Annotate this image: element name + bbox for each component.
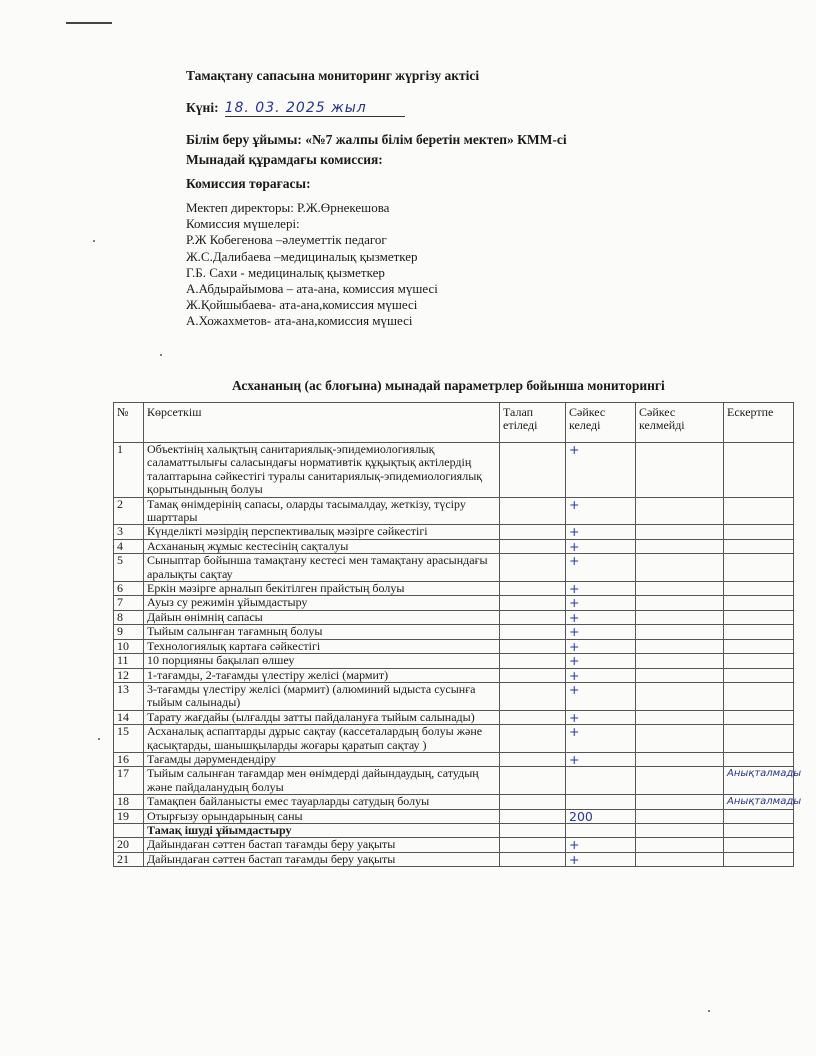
row-note — [724, 752, 794, 766]
scan-speck — [93, 240, 95, 242]
row-number: 15 — [114, 725, 144, 753]
header-indicator: Көрсеткіш — [144, 403, 500, 443]
row-match-mark: + — [566, 682, 636, 710]
row-number: 16 — [114, 752, 144, 766]
row-match-mark: + — [566, 525, 636, 539]
row-indicator: Тамақпен байланысты емес тауарларды сатудың болуы — [144, 795, 500, 809]
row-not-match — [636, 639, 724, 653]
row-indicator: Еркін мәзірге арналып бекітілген прайстың болуы — [144, 582, 500, 596]
row-match-mark: + — [566, 497, 636, 525]
organization-line: Білім беру ұйымы: «№7 жалпы білім беретін мектеп» КММ-сі — [186, 132, 567, 147]
row-required — [500, 625, 566, 639]
row-indicator: Асханалық аспаптарды дұрыс сақтау (кассеталардың болуы және қасықтарды, шанышқыларды жоғары қаратып сақтау ) — [144, 725, 500, 753]
page-title: Тамақтану сапасына мониторинг жүргізу актісі — [186, 68, 480, 83]
row-indicator: Тамақ өнімдерінің сапасы, оларды тасымалдау, жеткізу, түсіру шарттары — [144, 497, 500, 525]
row-note — [724, 525, 794, 539]
row-required — [500, 710, 566, 724]
row-match-mark: + — [566, 639, 636, 653]
header-not-matches: Сәйкес келмейді — [636, 403, 724, 443]
table-row — [114, 539, 794, 553]
row-note — [724, 725, 794, 753]
member-line: Ж.Қойшыбаева- ата-ана,комиссия мүшесі — [186, 297, 418, 313]
table-row — [114, 838, 794, 852]
row-required — [500, 654, 566, 668]
row-indicator: 10 порцияны бақылап өлшеу — [144, 654, 500, 668]
row-number: 21 — [114, 852, 144, 866]
row-note — [724, 554, 794, 582]
row-number: 12 — [114, 668, 144, 682]
row-not-match — [636, 497, 724, 525]
row-match-mark: + — [566, 668, 636, 682]
section-row — [114, 823, 794, 837]
row-number: 6 — [114, 582, 144, 596]
row-indicator: Тарату жағдайы (ылғалды затты пайдалануға тыйым салынады) — [144, 710, 500, 724]
row-number: 7 — [114, 596, 144, 610]
row-note — [724, 852, 794, 866]
row-number: 18 — [114, 795, 144, 809]
row-indicator: Технологиялық картаға сәйкестігі — [144, 639, 500, 653]
scan-speck — [98, 738, 100, 740]
row-required — [500, 838, 566, 852]
row-indicator: Дайын өнімнің сапасы — [144, 610, 500, 624]
row-required — [500, 767, 566, 795]
row-required — [500, 596, 566, 610]
date-line — [186, 100, 405, 117]
row-match-mark: + — [566, 443, 636, 498]
table-row — [114, 752, 794, 766]
row-note — [724, 443, 794, 498]
row-not-match — [636, 682, 724, 710]
scan-speck — [708, 1010, 710, 1012]
row-match-mark: 200 — [566, 809, 636, 823]
section-spacer — [114, 823, 144, 837]
table-row — [114, 582, 794, 596]
row-not-match — [636, 596, 724, 610]
row-not-match — [636, 809, 724, 823]
row-indicator: Объектінің халықтың санитариялық-эпидемиологиялық саламаттылығы саласындағы нормативтік құқықтық актілердің талаптарына сәйкестігі туралы санитариялық-эпидемиологиялық қорытындының болуы — [144, 443, 500, 498]
table-row — [114, 525, 794, 539]
row-note — [724, 596, 794, 610]
section-empty-cell — [500, 823, 566, 837]
row-required — [500, 725, 566, 753]
row-not-match — [636, 752, 724, 766]
member-line: А.Абдырайымова – ата-ана, комиссия мүшесі — [186, 281, 438, 297]
header-required: Талап етіледі — [500, 403, 566, 443]
row-not-match — [636, 795, 724, 809]
row-required — [500, 682, 566, 710]
section-empty-cell — [724, 823, 794, 837]
monitoring-table-wrap — [113, 402, 802, 867]
row-required — [500, 554, 566, 582]
row-note — [724, 582, 794, 596]
row-not-match — [636, 838, 724, 852]
row-required — [500, 610, 566, 624]
header-matches: Сәйкес келеді — [566, 403, 636, 443]
row-not-match — [636, 554, 724, 582]
row-indicator: Дайындаған сәттен бастап тағамды беру уақыты — [144, 852, 500, 866]
row-not-match — [636, 852, 724, 866]
member-line: Комиссия мүшелері: — [186, 216, 300, 232]
member-line: А.Хожахметов- ата-ана,комиссия мүшесі — [186, 313, 413, 329]
row-number: 14 — [114, 710, 144, 724]
row-note — [724, 610, 794, 624]
row-not-match — [636, 610, 724, 624]
row-match-mark: + — [566, 582, 636, 596]
row-not-match — [636, 767, 724, 795]
table-row — [114, 852, 794, 866]
commission-composition: Мынадай құрамдағы комиссия: — [186, 152, 383, 167]
row-number: 5 — [114, 554, 144, 582]
table-row — [114, 767, 794, 795]
commission-chair-label: Комиссия төрағасы: — [186, 176, 311, 191]
row-indicator: Дайындаған сәттен бастап тағамды беру уақыты — [144, 838, 500, 852]
table-title: Асхананың (ас блоғына) мынадай параметрлер бойынша мониторингі — [232, 378, 665, 393]
row-not-match — [636, 582, 724, 596]
row-indicator: Ауыз су режимін ұйымдастыру — [144, 596, 500, 610]
row-required — [500, 639, 566, 653]
row-not-match — [636, 725, 724, 753]
row-match-mark: + — [566, 625, 636, 639]
row-note — [724, 654, 794, 668]
row-match-mark — [566, 767, 636, 795]
monitoring-table — [113, 402, 802, 867]
table-row — [114, 682, 794, 710]
row-indicator: Асхананың жұмыс кестесінің сақталуы — [144, 539, 500, 553]
table-row — [114, 443, 794, 498]
table-row — [114, 795, 794, 809]
row-match-mark: + — [566, 596, 636, 610]
row-number: 11 — [114, 654, 144, 668]
row-number: 9 — [114, 625, 144, 639]
row-note — [724, 682, 794, 710]
row-not-match — [636, 668, 724, 682]
row-number: 1 — [114, 443, 144, 498]
row-number: 3 — [114, 525, 144, 539]
date-label: Күні: — [186, 100, 219, 115]
row-match-mark: + — [566, 554, 636, 582]
row-required — [500, 525, 566, 539]
row-indicator: 1-тағамды, 2-тағамды үлестіру желісі (мармит) — [144, 668, 500, 682]
row-number: 8 — [114, 610, 144, 624]
corner-mark — [66, 22, 112, 24]
row-required — [500, 852, 566, 866]
table-row — [114, 654, 794, 668]
row-not-match — [636, 710, 724, 724]
row-required — [500, 668, 566, 682]
table-row — [114, 554, 794, 582]
row-note — [724, 668, 794, 682]
row-note — [724, 639, 794, 653]
row-match-mark: + — [566, 725, 636, 753]
row-number: 13 — [114, 682, 144, 710]
row-not-match — [636, 625, 724, 639]
row-not-match — [636, 654, 724, 668]
row-required — [500, 539, 566, 553]
row-number: 10 — [114, 639, 144, 653]
row-indicator: Тағамды дәрумендендіру — [144, 752, 500, 766]
row-number: 19 — [114, 809, 144, 823]
table-row — [114, 610, 794, 624]
header-note: Ескертпе — [724, 403, 794, 443]
row-match-mark: + — [566, 539, 636, 553]
table-row — [114, 625, 794, 639]
row-required — [500, 582, 566, 596]
member-line: Ж.С.Далибаева –медициналық қызметкер — [186, 248, 418, 264]
row-note: Анықталмады — [724, 767, 794, 795]
row-not-match — [636, 525, 724, 539]
row-not-match — [636, 539, 724, 553]
row-note: Анықталмады — [724, 795, 794, 809]
row-indicator: Күнделікті мәзірдің перспективалық мәзірге сәйкестігі — [144, 525, 500, 539]
table-row — [114, 497, 794, 525]
date-value: 18. 03. 2025 жыл — [225, 100, 405, 117]
row-number: 2 — [114, 497, 144, 525]
row-match-mark: + — [566, 654, 636, 668]
row-indicator: Сыныптар бойынша тамақтану кестесі мен тамақтану арасындағы аралықты сақтау — [144, 554, 500, 582]
row-indicator: Тыйым салынған тағамның болуы — [144, 625, 500, 639]
section-label: Тамақ ішуді ұйымдастыру — [144, 823, 500, 837]
row-indicator: Тыйым салынған тағамдар мен өнімдерді дайындаудың, сатудың және пайдаланудың болуы — [144, 767, 500, 795]
row-note — [724, 625, 794, 639]
row-match-mark: + — [566, 710, 636, 724]
row-match-mark: + — [566, 852, 636, 866]
row-indicator: 3-тағамды үлестіру желісі (мармит) (алюминий ыдыста сусынға тыйым салынады) — [144, 682, 500, 710]
table-row — [114, 668, 794, 682]
row-match-mark — [566, 795, 636, 809]
row-required — [500, 497, 566, 525]
row-required — [500, 752, 566, 766]
row-not-match — [636, 443, 724, 498]
table-row — [114, 710, 794, 724]
row-match-mark: + — [566, 838, 636, 852]
row-match-mark: + — [566, 610, 636, 624]
row-match-mark: + — [566, 752, 636, 766]
row-note — [724, 497, 794, 525]
members-list — [186, 200, 438, 330]
row-number: 17 — [114, 767, 144, 795]
row-note — [724, 710, 794, 724]
member-line: Г.Б. Сахи - медициналық қызметкер — [186, 264, 385, 280]
table-row — [114, 725, 794, 753]
table-row — [114, 596, 794, 610]
row-required — [500, 795, 566, 809]
row-note — [724, 539, 794, 553]
member-line: Мектеп директоры: Р.Ж.Өрнекешова — [186, 200, 390, 215]
row-required — [500, 809, 566, 823]
row-note — [724, 838, 794, 852]
row-note — [724, 809, 794, 823]
scan-speck — [160, 354, 162, 356]
section-empty-cell — [636, 823, 724, 837]
table-row — [114, 809, 794, 823]
member-line: Р.Ж Кобегенова –әлеуметтік педагог — [186, 232, 387, 248]
section-empty-cell — [566, 823, 636, 837]
row-indicator: Отырғызу орындарының саны — [144, 809, 500, 823]
header-no: № — [114, 403, 144, 443]
row-required — [500, 443, 566, 498]
row-number: 4 — [114, 539, 144, 553]
table-row — [114, 639, 794, 653]
table-header-row — [114, 403, 794, 443]
row-number: 20 — [114, 838, 144, 852]
